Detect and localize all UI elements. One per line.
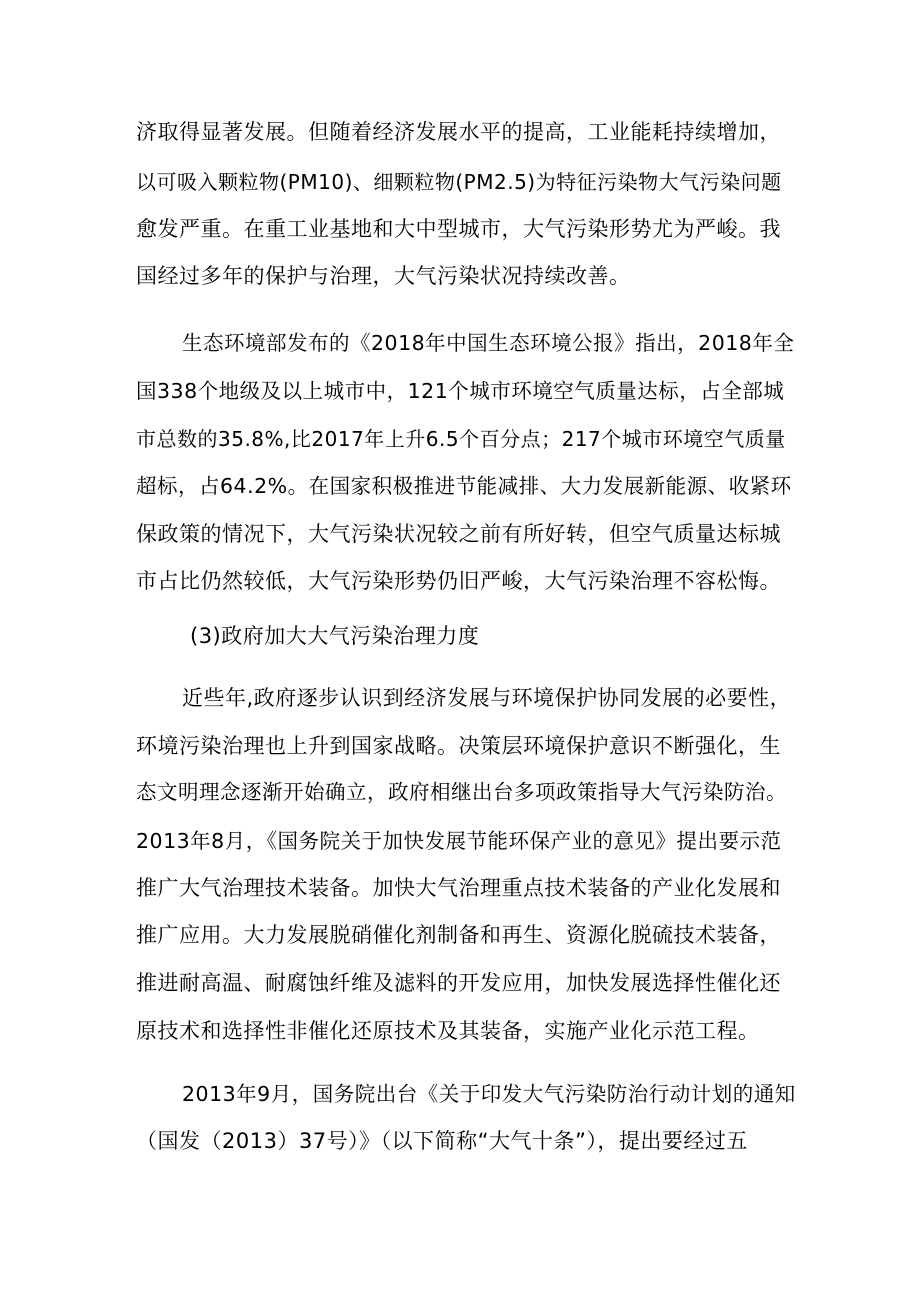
paragraph-2-line-2: 国338个地级及以上城市中，121个城市环境空气质量达标，占全部城 (136, 379, 785, 403)
paragraph-3-line-3: 态文明理念逐渐开始确立，政府相继出台多项政策指导大气污染防治。 (136, 780, 787, 804)
paragraph-2-line-4: 超标，占64.2%。在国家积极推进节能减排、大力发展新能源、收紧环 (136, 474, 792, 498)
paragraph-4-line-2: （国发（2013）37号）》（以下简称“大气十条”），提出要经过五 (136, 1129, 748, 1153)
paragraph-2-line-6: 市占比仍然较低，大气污染形势仍旧严峻，大气污染治理不容松悔。 (136, 569, 781, 593)
paragraph-3-line-6: 推广应用。大力发展脱硝催化剂制备和再生、资源化脱硫技术装备， (136, 923, 781, 947)
paragraph-2-line-5: 保政策的情况下，大气污染状况较之前有所好转，但空气质量达标城 (136, 522, 781, 546)
paragraph-2-line-3: 市总数的35.8%,比2017年上升6.5个百分点；217个城市环境空气质量 (136, 427, 786, 451)
paragraph-1-line-4: 国经过多年的保护与治理，大气污染状况持续改善。 (136, 264, 631, 288)
paragraph-1-line-1: 济取得显著发展。但随着经济发展水平的提高，工业能耗持续增加， (136, 120, 781, 144)
paragraph-4-line-1: 2013年9月，国务院出台《关于印发大气污染防治行动计划的通知 (182, 1082, 796, 1106)
paragraph-3-line-7: 推进耐高温、耐腐蚀纤维及滤料的开发应用，加快发展选择性催化还 (136, 971, 781, 995)
section-heading: (3)政府加大大气污染治理力度 (190, 624, 480, 648)
paragraph-3-line-4: 2013年8月，《国务院关于加快发展节能环保产业的意见》提出要示范 (136, 829, 782, 853)
paragraph-2-line-1: 生态环境部发布的《2018年中国生态环境公报》指出，2018年全 (182, 331, 795, 355)
paragraph-1-line-3: 愈发严重。在重工业基地和大中型城市，大气污染形势尤为严峻。我 (136, 217, 781, 241)
paragraph-3-line-5: 推广大气治理技术装备。加快大气治理重点技术装备的产业化发展和 (136, 876, 781, 900)
paragraph-3-line-2: 环境污染治理也上升到国家战略。决策层环境保护意识不断强化，生 (136, 734, 781, 758)
paragraph-1-line-2: 以可吸入颗粒物(PM10)、细颗粒物(PM2.5)为特征污染物大气污染问题 (136, 170, 782, 194)
paragraph-3-line-8: 原技术和选择性非催化还原技术及其装备，实施产业化示范工程。 (136, 1019, 760, 1043)
paragraph-3-line-1: 近些年,政府逐步认识到经济发展与环境保护协同发展的必要性， (182, 686, 792, 710)
